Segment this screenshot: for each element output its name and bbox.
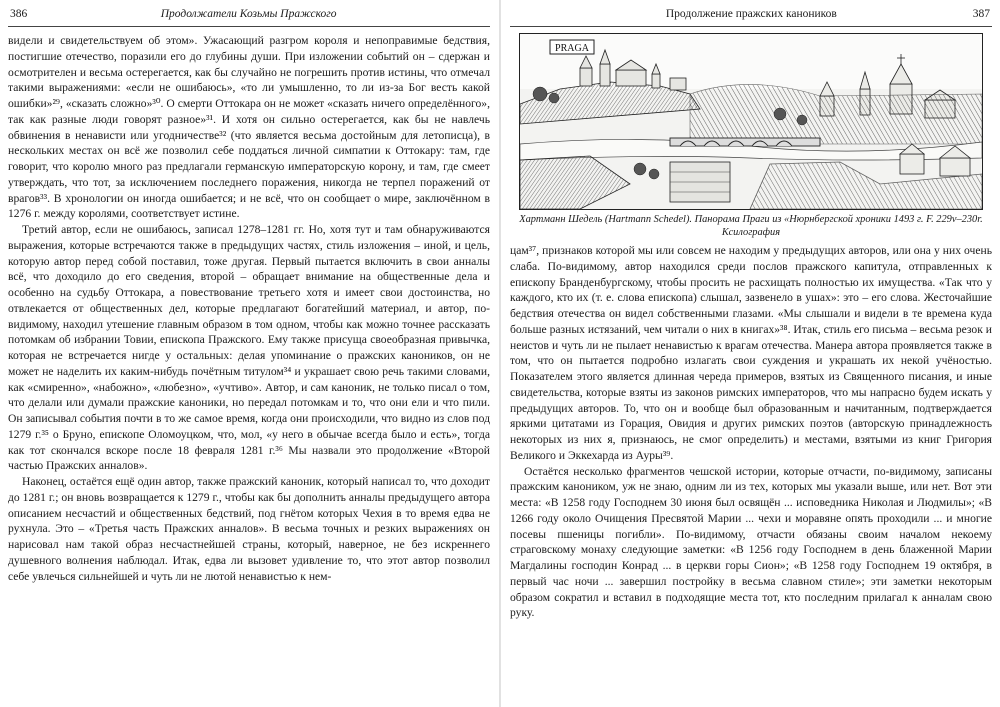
figure-prague-panorama	[516, 33, 986, 239]
left-body-text	[8, 33, 490, 584]
right-page	[500, 0, 1000, 707]
right-running-header	[510, 8, 992, 27]
panorama-banner-text: PRAGA	[555, 43, 589, 54]
right-page-number: 387	[972, 8, 990, 20]
right-running-title: Продолжение пражских каноников	[665, 8, 837, 20]
left-paragraph-3: Наконец, остаётся ещё один автор, также пражский каноник, который написал то, что доходит до 1281 г.; он вновь возвращается к 1279 г., чтобы как бы дополнить анналы предыдущего автора описанием несчастий и общественных бедствий, под гнётом которых Чехия в то время едва не рухнула. Это – «Третья часть Пражских анналов». В весьма точных и резких выражениях он нарисовал нам такой образ несчастнейшей страны, который, наверное, не без искреннего душевного волнения наблюдал. Итак, едва ли вызовет удивление то, что этот автор позволил себе увлечься сильнейшей и чуть ли не лютой ненавистью к нем-	[8, 475, 490, 583]
right-body-text	[510, 243, 992, 621]
figure-caption: Хартманн Шедель (Hartmann Schedel). Панорама Праги из «Нюрнбергской хроники 1493 г. F. 229v–230r. Ксилография	[519, 214, 983, 238]
left-page-number: 386	[10, 8, 28, 20]
left-running-header	[8, 8, 490, 27]
right-paragraph-2: Остаётся неcколько фрагментов чешской истории, которые отчасти, по-видимому, записаны пражским каноником, уж не знаю, одним ли из тех, которых мы указали выше, или нет. Вот эти места: «В 1258 году Господнем 30 июня был освящён ... исповедника Николая и Людмилы»; «В 1266 году около Очищения Пресвятой Марии ... чехи и моравяне опять проходили ... и многие посевы пшеницы погибли». По-видимому, отчасти обязаны своим началом некоему страговскому монаху следующие заметки: «В 1256 году Господнем в день блаженной Марии Магдалины господин Конрад ... в церкви горы Сион»; «В 1258 году Господнем 19 октября, в первый час ночи ... завершил постройку в весьма славном стиле»; эти заметки некоторым образом сократил и вставил в подходящие места тот, кто последним прилагал к анналам свою руку.	[510, 464, 992, 620]
woodcut-image	[519, 33, 983, 210]
prague-panorama-illustration	[520, 34, 982, 209]
left-paragraph-1: видели и свидетельствуем об этом». Ужасающий разгром короля и непоправимые бедствия, постигшие отечество, поразили его до глубины души. При изложении событий он – сдержан и осмотрителен и весьма остерегается, как бы случайно не погрешить против истины, что отмечал такими выражениями: «если не ошибаюсь», «то ли умышленно, то ли из-за Бог весть какой ошибки»²⁹, «сказать сложно»³⁰. О смерти Оттокара он не может «сказать ничего определённого», так как разные люди говорят разное»³¹. И хотя он сильно остерегается, как бы не навлечь обвинения в ненависти или угодничестве³² (что является весьма достойным для летописца), в нескольких местах он всё же позволил себе поддаться личной симпатии к Оттокару: там, где говорит, что королю много раз предлагали германскую императорскую корону, и там, где смеет утверждать, что тот, за исключением последнего поражения, никогда не терпел поражений от врагов³³. В хронологии он иногда ошибается; и не всё, что он сообщает о мире, заключённом в 1276 г. между королями, соответствует истине.	[8, 34, 490, 221]
right-paragraph-1: цам³⁷, признаков которой мы или совсем не находим у предыдущих авторов, или она у них очень слаба. По-видимому, автор находился среди послов пражского капитула, отправленных к епископу Бранденбургскому, чтобы просить не расхищать полностью их имущества. «Так что у каждого, кто их (т. е. слова епископа) слышал, зазвенело в ушах»: это – его слова. Жесточайшие бедствия отечества он видел собственными глазами. «Мы слышали и видели в те времена куда больше разных истязаний, чем читали о них в книгах»³⁸. Итак, стиль его письма – весьма резок и неистов и чуть ли не пылает ненавистью к врагам отечества. Манера автора проявляется также в том, что он пытается подробно излагать свои суждения и украшать их некой учёностью. Показателем этого является длинная череда примеров, взятых из Священного писания, и иные свидетельства, которые взяты из законов римских императоров, что мы напрасно будем искать у предыдущих авторов. То, что он и вообще был образованным и начитанным, подтверждается яркими цитатами из Горация, Овидия и других римских поэтов (авторскую принадлежность некоторых из них я, признаюсь, не смог определить) и местами, взятыми из книг Григория Великого и Эккехарда из Ауры³⁹.	[510, 244, 992, 462]
left-paragraph-2: Третий автор, если не ошибаюсь, записал 1278–1281 гг. Но, хотя тут и там обнаруживаются выражения, которые встречаются также в предыдущих частях, стиль изложения – иной, и цель, которую автор перед собой поставил, тоже другая. Первый пытается включить в свои анналы всё, что доходило до его сведения, второй – обращает внимание на общественные дела и особенно на судьбу Оттокара, а повествование третьего хотя и имеет свои достоинства, но отвлекается от общественных дел, которые предлагают богатейший материал, и автор, по-видимому, находил утешение главным образом в том одном, чтобы как можно точнее рассказать потомкам об избрании Товии, епископа Пражского. Ему также присуща своеобразная привычка, которая не встречается нигде у остальных: делая упоминание о пражских каноников, он не может не наделить их каким-нибудь почётным титулом³⁴ и украшает свою речь такими словами, как «смиренно», «набожно», «любезно», «учтиво». Автор, и сам каноник, не только писал о том, что делали или думали пражские каноники, но передал потомкам и то, что они ели и что пили. Он записывал события почти в то же самое время, когда они происходили, что видно из слов под 1279 г.³⁵ о Бруно, епископе Оломоуцком, что, мол, «у него в обычае всегда было и есть», тогда как тот скончался вскоре после 18 февраля 1281 г.³⁶ Мы назвали это продолжение «Второй частью Пражских анналов».	[8, 223, 490, 473]
left-running-title: Продолжатели Козьмы Пражского	[160, 8, 337, 20]
